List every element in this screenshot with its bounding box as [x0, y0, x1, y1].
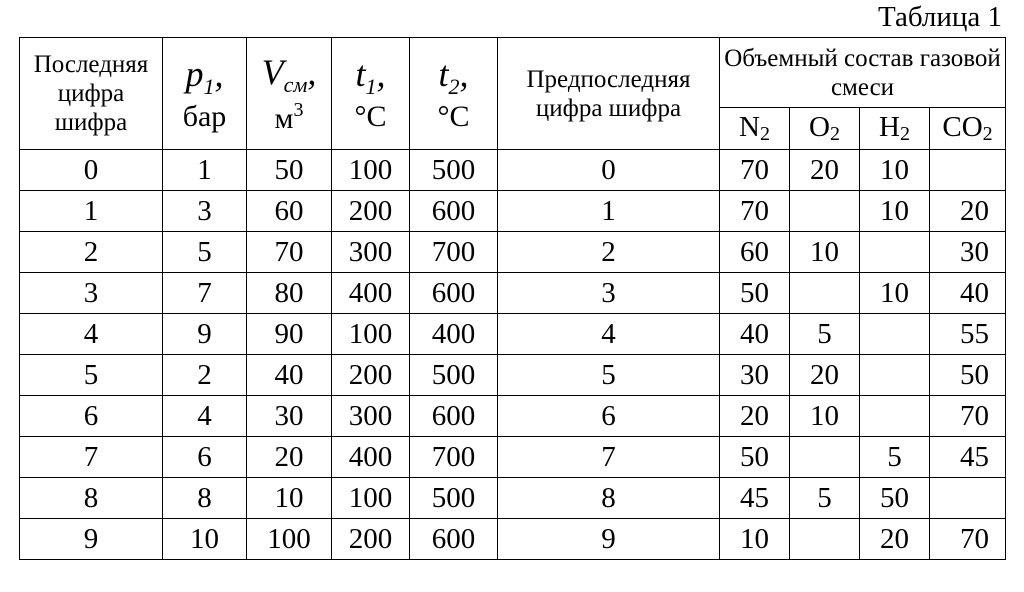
cell-p1: 5	[163, 232, 247, 273]
cell-last-digit: 9	[20, 519, 163, 560]
cell-volume: 40	[247, 355, 332, 396]
header-gas-h2: $H_2$	[860, 108, 930, 150]
cell-n2: 70	[720, 150, 790, 191]
cell-t1: 300	[332, 232, 410, 273]
table-row	[20, 191, 1006, 232]
cell-volume: 10	[247, 478, 332, 519]
cell-volume: 50	[247, 150, 332, 191]
cell-prelast-digit: 9	[498, 519, 720, 560]
cell-p1: 7	[163, 273, 247, 314]
cell-prelast-digit: 2	[498, 232, 720, 273]
header-gas-co2: $CO_2$	[930, 108, 1006, 150]
cell-prelast-digit: 1	[498, 191, 720, 232]
cell-co2: 50	[930, 355, 1006, 396]
cell-t2: 500	[410, 150, 498, 191]
table-row	[20, 396, 1006, 437]
cell-co2: 55	[930, 314, 1006, 355]
table-row	[20, 273, 1006, 314]
cell-prelast-digit: 4	[498, 314, 720, 355]
cell-last-digit: 8	[20, 478, 163, 519]
cell-o2: 10	[790, 396, 860, 437]
cell-h2: 20	[860, 519, 930, 560]
cell-n2: 50	[720, 437, 790, 478]
cell-t2: 600	[410, 273, 498, 314]
cell-prelast-digit: 3	[498, 273, 720, 314]
cell-o2	[790, 273, 860, 314]
header-t1: $t_1$, °C	[332, 38, 410, 150]
cell-t2: 400	[410, 314, 498, 355]
header-volume: $V_{см}$, $м^3$	[247, 38, 332, 150]
cell-volume: 70	[247, 232, 332, 273]
cell-last-digit: 4	[20, 314, 163, 355]
cell-t1: 400	[332, 437, 410, 478]
cell-h2: 10	[860, 150, 930, 191]
cell-volume: 30	[247, 396, 332, 437]
header-composition: Объемный состав газовой смеси	[720, 38, 1006, 108]
cell-prelast-digit: 7	[498, 437, 720, 478]
cell-last-digit: 6	[20, 396, 163, 437]
cell-h2	[860, 355, 930, 396]
cell-n2: 40	[720, 314, 790, 355]
cell-volume: 100	[247, 519, 332, 560]
cell-o2: 5	[790, 478, 860, 519]
cell-n2: 30	[720, 355, 790, 396]
cell-last-digit: 0	[20, 150, 163, 191]
cell-p1: 4	[163, 396, 247, 437]
cell-o2: 5	[790, 314, 860, 355]
table-row	[20, 355, 1006, 396]
header-p1: $p_1$, бар	[163, 38, 247, 150]
cell-co2	[930, 478, 1006, 519]
cell-t1: 100	[332, 314, 410, 355]
cell-h2: 50	[860, 478, 930, 519]
cell-t2: 600	[410, 519, 498, 560]
cell-prelast-digit: 6	[498, 396, 720, 437]
cell-o2	[790, 519, 860, 560]
cell-n2: 10	[720, 519, 790, 560]
cell-h2	[860, 314, 930, 355]
cell-t1: 100	[332, 150, 410, 191]
cell-prelast-digit: 8	[498, 478, 720, 519]
cell-n2: 20	[720, 396, 790, 437]
cell-t2: 500	[410, 478, 498, 519]
table-caption: Таблица 1	[877, 1, 1002, 33]
cell-prelast-digit: 0	[498, 150, 720, 191]
cell-co2: 45	[930, 437, 1006, 478]
cell-co2: 40	[930, 273, 1006, 314]
cell-o2: 20	[790, 150, 860, 191]
header-gas-n2: $N_2$	[720, 108, 790, 150]
cell-volume: 80	[247, 273, 332, 314]
cell-p1: 10	[163, 519, 247, 560]
cell-co2: 70	[930, 519, 1006, 560]
cell-t2: 700	[410, 437, 498, 478]
variants-table	[19, 37, 1006, 560]
cell-volume: 90	[247, 314, 332, 355]
cell-o2: 10	[790, 232, 860, 273]
cell-t2: 700	[410, 232, 498, 273]
cell-n2: 45	[720, 478, 790, 519]
cell-last-digit: 3	[20, 273, 163, 314]
cell-p1: 2	[163, 355, 247, 396]
cell-last-digit: 2	[20, 232, 163, 273]
cell-o2	[790, 437, 860, 478]
table-row	[20, 150, 1006, 191]
header-t2: $t_2$, °C	[410, 38, 498, 150]
cell-t1: 200	[332, 355, 410, 396]
cell-p1: 3	[163, 191, 247, 232]
cell-last-digit: 1	[20, 191, 163, 232]
cell-h2	[860, 232, 930, 273]
cell-t1: 200	[332, 191, 410, 232]
cell-n2: 60	[720, 232, 790, 273]
table-row	[20, 232, 1006, 273]
cell-n2: 70	[720, 191, 790, 232]
cell-co2	[930, 150, 1006, 191]
cell-prelast-digit: 5	[498, 355, 720, 396]
cell-t2: 600	[410, 396, 498, 437]
cell-p1: 8	[163, 478, 247, 519]
cell-t2: 500	[410, 355, 498, 396]
cell-o2	[790, 191, 860, 232]
cell-h2	[860, 396, 930, 437]
cell-h2: 5	[860, 437, 930, 478]
cell-h2: 10	[860, 191, 930, 232]
cell-t1: 200	[332, 519, 410, 560]
cell-volume: 20	[247, 437, 332, 478]
cell-t1: 300	[332, 396, 410, 437]
cell-t1: 400	[332, 273, 410, 314]
cell-h2: 10	[860, 273, 930, 314]
cell-p1: 6	[163, 437, 247, 478]
cell-co2: 70	[930, 396, 1006, 437]
header-prelast-digit: Предпоследняя цифра шифра	[498, 38, 720, 150]
header-gas-o2: $O_2$	[790, 108, 860, 150]
cell-co2: 20	[930, 191, 1006, 232]
cell-volume: 60	[247, 191, 332, 232]
cell-last-digit: 5	[20, 355, 163, 396]
cell-p1: 1	[163, 150, 247, 191]
cell-t1: 100	[332, 478, 410, 519]
table-row	[20, 519, 1006, 560]
table-row	[20, 437, 1006, 478]
cell-co2: 30	[930, 232, 1006, 273]
cell-o2: 20	[790, 355, 860, 396]
cell-n2: 50	[720, 273, 790, 314]
cell-last-digit: 7	[20, 437, 163, 478]
cell-t2: 600	[410, 191, 498, 232]
header-last-digit: Последняя цифра шифра	[20, 38, 163, 150]
table-row	[20, 478, 1006, 519]
table-row	[20, 314, 1006, 355]
cell-p1: 9	[163, 314, 247, 355]
